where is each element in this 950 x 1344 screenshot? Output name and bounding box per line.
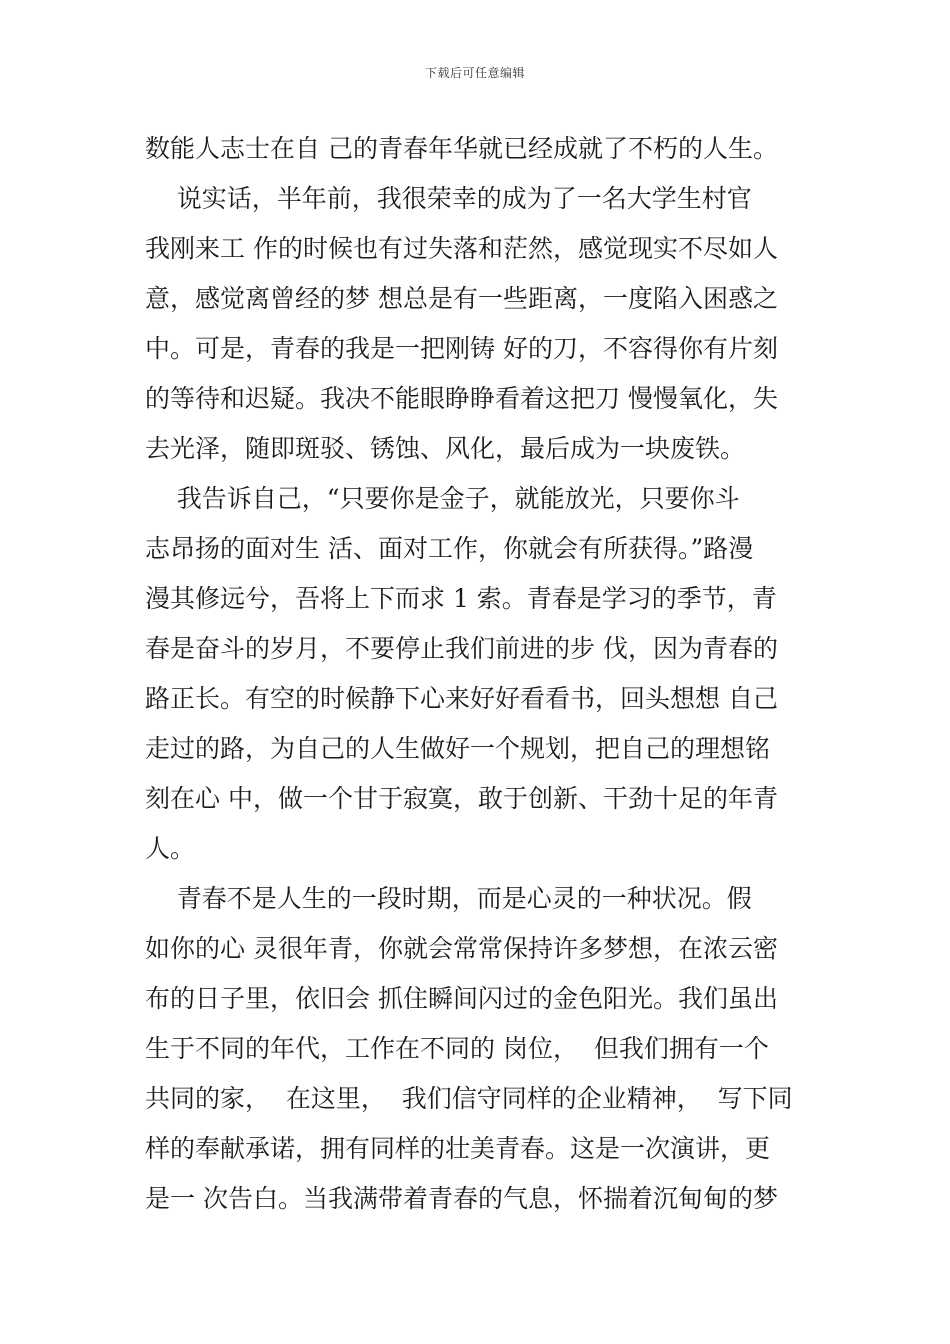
text-line: 共同的家， 在这里， 我们信守同样的企业精神， 写下同	[145, 1084, 793, 1113]
page-header: 下载后可任意编辑	[424, 66, 525, 80]
text-line: 人。	[145, 834, 196, 863]
text-line: 中。可是，青春的我是一把刚铸 好的刀，不容得你有片刻	[145, 334, 778, 363]
text-line: 意，感觉离曾经的梦 想总是有一些距离，一度陷入困惑之	[145, 284, 778, 313]
text-line: 的等待和迟疑。我决不能眼睁睁看着这把刀 慢慢氧化，失	[145, 384, 778, 413]
text-line: 布的日子里，依旧会 抓住瞬间闪过的金色阳光。我们虽出	[145, 984, 778, 1013]
text-line: 走过的路，为自己的人生做好一个规划，把自己的理想铭	[145, 734, 771, 763]
text-line: 数能人志士在自 己的青春年华就已经成就了不朽的人生。	[145, 134, 778, 163]
text-line: 样的奉献承诺，拥有同样的壮美青春。这是一次演讲，更	[145, 1134, 771, 1163]
text-line: 春是奋斗的岁月，不要停止我们前进的步 伐，因为青春的	[145, 634, 778, 663]
text-line: 刻在心 中，做一个甘于寂寞，敢于创新、干劲十足的年青	[145, 784, 778, 813]
text-line: 志昂扬的面对生 活、面对工作，你就会有所获得。”路漫	[145, 534, 754, 563]
text-line: 漫其修远兮，吾将上下而求 1 索。青春是学习的季节，青	[145, 584, 777, 613]
text-line: 去光泽，随即斑驳、锈蚀、风化，最后成为一块废铁。	[145, 434, 746, 463]
text-line: 我告诉自己，“只要你是金子，就能放光，只要你斗	[145, 484, 740, 513]
text-line: 如你的心 灵很年青，你就会常常保持许多梦想，在浓云密	[145, 934, 778, 963]
text-line: 是一 次告白。当我满带着青春的气息，怀揣着沉甸甸的梦	[145, 1184, 778, 1213]
text-line: 说实话，半年前，我很荣幸的成为了一名大学生村官	[145, 184, 752, 213]
text-line: 我刚来工 作的时候也有过失落和茫然，感觉现实不尽如人	[145, 234, 778, 263]
text-line: 青春不是人生的一段时期，而是心灵的一种状况。假	[145, 884, 752, 913]
text-line: 路正长。有空的时候静下心来好好看看书，回头想想 自己	[145, 684, 778, 713]
text-line: 生于不同的年代，工作在不同的 岗位， 但我们拥有一个	[145, 1034, 769, 1063]
document-body	[145, 124, 810, 1224]
